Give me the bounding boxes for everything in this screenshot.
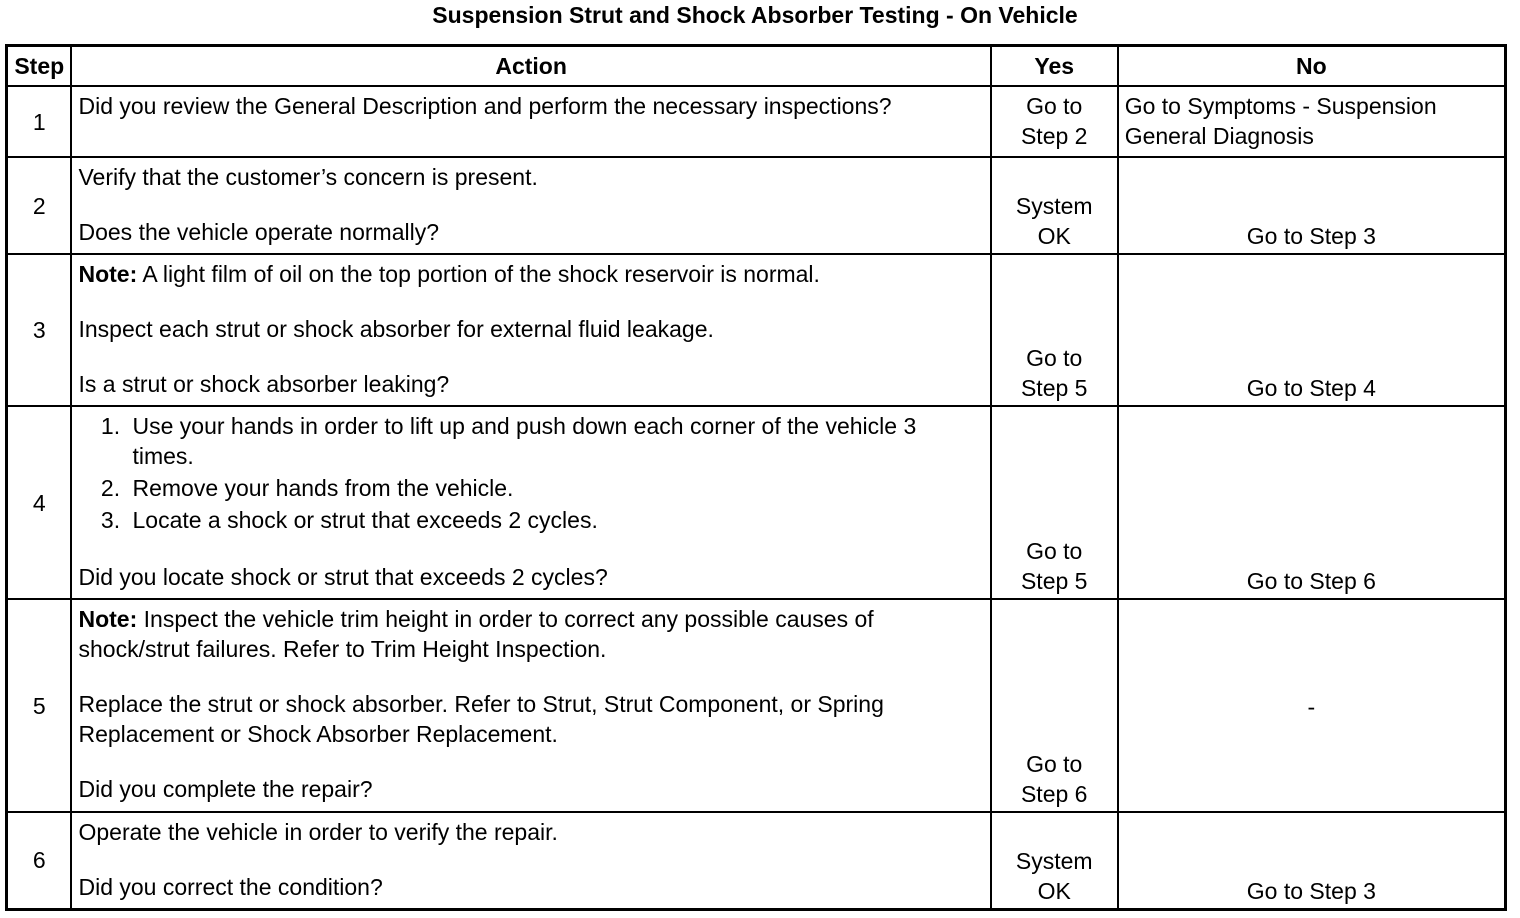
note-text: A light film of oil on the top portion of the shock reservoir is normal. [137, 261, 820, 287]
note-label: Note: [78, 606, 138, 632]
table-row [7, 254, 1506, 406]
yes-line-1: Go to [1026, 538, 1083, 564]
action-text: Operate the vehicle in order to verify the repair. [78, 819, 558, 845]
step-number: 5 [7, 599, 72, 812]
header-action: Action [71, 46, 990, 87]
step-number: 1 [7, 86, 72, 157]
yes-cell [991, 812, 1118, 909]
list-item: 1. Use your hands in order to lift up and push down each corner of the vehicle 3 times. [126, 411, 983, 471]
action-text: Verify that the customer’s concern is present. [78, 164, 538, 190]
table-row [7, 599, 1506, 812]
step-number: 6 [7, 812, 72, 909]
action-question: Is a strut or shock absorber leaking? [78, 371, 450, 397]
action-question: Did you locate shock or strut that exceeds 2 cycles? [78, 564, 608, 590]
step-number: 3 [7, 254, 72, 406]
action-cell [71, 86, 990, 157]
yes-cell [991, 599, 1118, 812]
action-cell [71, 812, 990, 909]
diagnostic-table [5, 44, 1507, 911]
list-item: 2. Remove your hands from the vehicle. [126, 473, 983, 503]
action-cell [71, 406, 990, 599]
yes-line-2: Step 2 [1020, 123, 1088, 149]
action-text: Inspect each strut or shock absorber for external fluid leakage. [78, 316, 714, 342]
action-text: Replace the strut or shock absorber. Refer to Strut, Strut Component, or Spring Replacement or Shock Absorber Replacement. [78, 691, 884, 747]
yes-line-1: Go to [1026, 93, 1083, 119]
yes-line-2: OK [1037, 877, 1071, 904]
procedure-list [78, 411, 983, 535]
yes-line-2: Step 5 [1020, 568, 1088, 594]
yes-line-2: Step 6 [1020, 781, 1088, 807]
yes-cell [991, 254, 1118, 406]
no-cell: Go to Step 3 [1118, 812, 1506, 909]
yes-line-2: OK [1037, 223, 1071, 249]
header-row [7, 46, 1506, 87]
no-cell: Go to Symptoms - Suspension General Diagnosis [1118, 86, 1506, 157]
no-cell: Go to Step 3 [1118, 157, 1506, 254]
step-number: 2 [7, 157, 72, 254]
table-row [7, 406, 1506, 599]
action-question: Did you correct the condition? [78, 874, 383, 900]
action-question: Did you complete the repair? [78, 776, 373, 802]
note-paragraph [78, 604, 983, 664]
action-text: Did you review the General Description and perform the necessary inspections? [78, 93, 892, 119]
yes-line-2: Step 5 [1020, 375, 1088, 401]
document-title: Suspension Strut and Shock Absorber Testing - On Vehicle [432, 2, 1078, 28]
step-number: 4 [7, 406, 72, 599]
no-cell: Go to Step 4 [1118, 254, 1506, 406]
note-label: Note: [78, 261, 138, 287]
header-no: No [1118, 46, 1506, 87]
header-yes: Yes [991, 46, 1118, 87]
yes-line-1: System [1015, 193, 1093, 219]
action-cell [71, 599, 990, 812]
list-item: 3. Locate a shock or strut that exceeds 2 cycles. [126, 505, 983, 535]
yes-cell [991, 406, 1118, 599]
yes-line-1: Go to [1026, 345, 1083, 371]
table-row [7, 812, 1506, 909]
action-question: Does the vehicle operate normally? [78, 219, 440, 245]
yes-cell [991, 86, 1118, 157]
yes-line-1: Go to [1026, 751, 1083, 777]
no-cell: - [1118, 599, 1506, 812]
header-step: Step [7, 46, 72, 87]
yes-line-1: System [1015, 847, 1093, 874]
no-cell: Go to Step 6 [1118, 406, 1506, 599]
action-cell [71, 157, 990, 254]
note-paragraph [78, 259, 983, 289]
action-cell [71, 254, 990, 406]
note-text: Inspect the vehicle trim height in order to correct any possible causes of shock/strut failures. Refer to Trim Height Inspection. [78, 606, 874, 662]
yes-cell [991, 157, 1118, 254]
table-row [7, 86, 1506, 157]
table-row [7, 157, 1506, 254]
